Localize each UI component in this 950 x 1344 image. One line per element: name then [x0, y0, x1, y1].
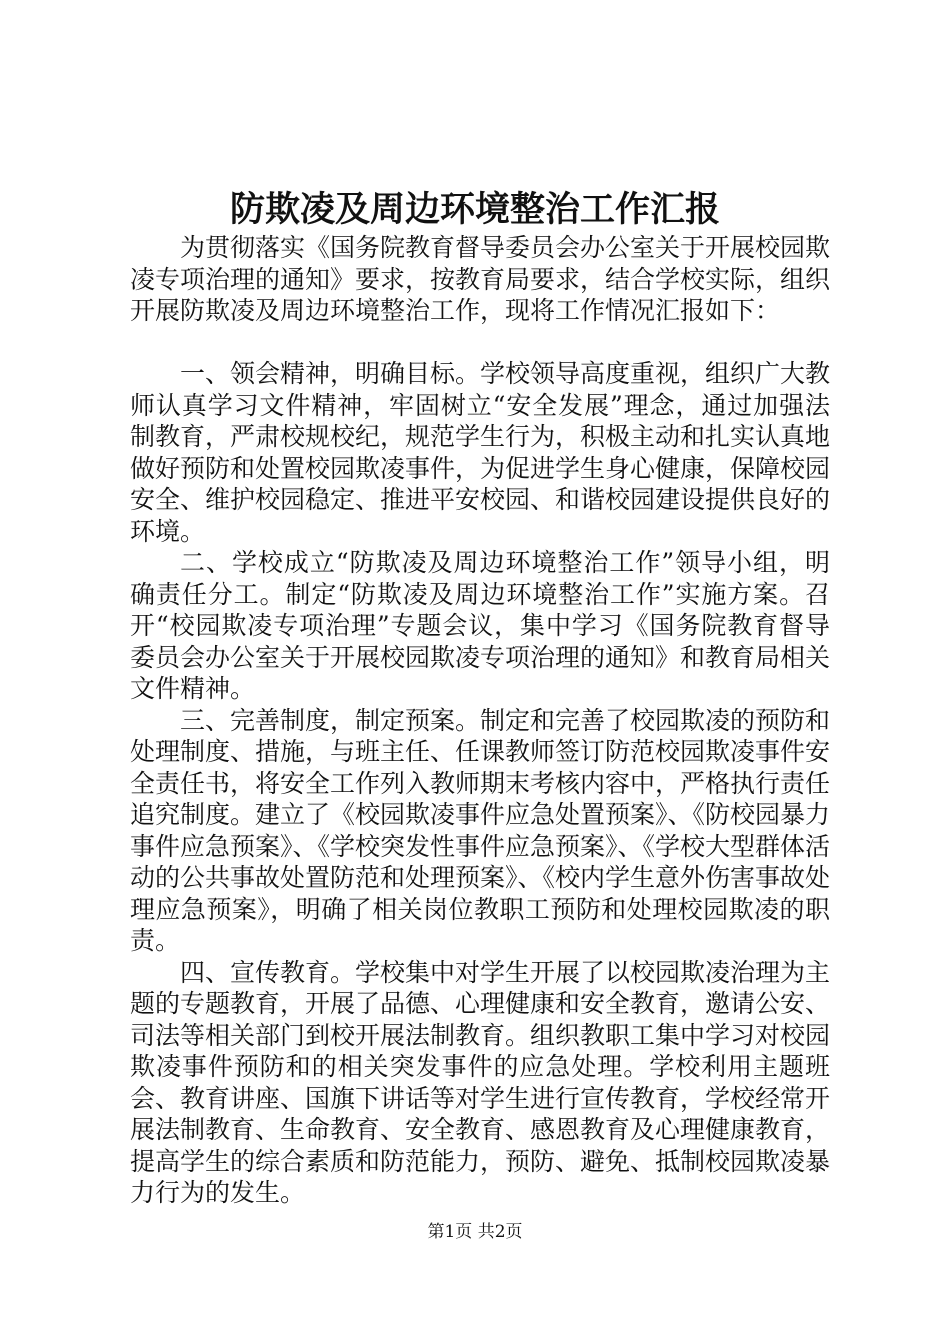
document-title: 防欺凌及周边环境整治工作汇报: [229, 189, 720, 230]
document-body: [130, 232, 830, 1209]
page-number-footer: 第1页 共2页: [427, 1222, 523, 1242]
section-paragraph-3: 三、完善制度，制定预案。制定和完善了校园欺凌的预防和处理制度、措施，与班主任、任课教师签订防范校园欺凌事件安全责任书，将安全工作列入教师期末考核内容中，严格执行责任追究制度。建立了《校园欺凌事件应急处置预案》、《防校园暴力事件应急预案》、《学校突发性事件应急预案》、《学校大型群体活动的公共事故处置防范和处理预案》、《校内学生意外伤害事故处理应急预案》，明确了相关岗位教职工预防和处理校园欺凌的职责。: [130, 705, 831, 955]
section-paragraph-1: 一、领会精神，明确目标。学校领导高度重视，组织广大教师认真学习文件精神，牢固树立“安全发展”理念，通过加强法制教育，严肃校规校纪，规范学生行为，积极主动和扎实认真地做好预防和处置校园欺凌事件，为促进学生身心健康，保障校园安全、维护校园稳定、推进平安校园、和谐校园建设提供良好的环境。: [130, 359, 831, 546]
paragraph-gap: [130, 327, 830, 359]
section-paragraph-2: 二、学校成立“防欺凌及周边环境整治工作”领导小组，明确责任分工。制定“防欺凌及周边环境整治工作”实施方案。召开“校园欺凌专项治理”专题会议，集中学习《国务院教育督导委员会办公室关于开展校园欺凌专项治理的通知》和教育局相关文件精神。: [130, 548, 831, 703]
intro-paragraph: 为贯彻落实《国务院教育督导委员会办公室关于开展校园欺凌专项治理的通知》要求，按教育局要求，结合学校实际，组织开展防欺凌及周边环境整治工作，现将工作情况汇报如下：: [130, 233, 831, 325]
section-paragraph-4: 四、宣传教育。学校集中对学生开展了以校园欺凌治理为主题的专题教育，开展了品德、心理健康和安全教育，邀请公安、司法等相关部门到校开展法制教育。组织教职工集中学习对校园欺凌事件预防和的相关突发事件的应急处理。学校利用主题班会、教育讲座、国旗下讲话等对学生进行宣传教育，学校经常开展法制教育、生命教育、安全教育、感恩教育及心理健康教育，提高学生的综合素质和防范能力，预防、避免、抵制校园欺凌暴力行为的发生。: [130, 957, 831, 1207]
